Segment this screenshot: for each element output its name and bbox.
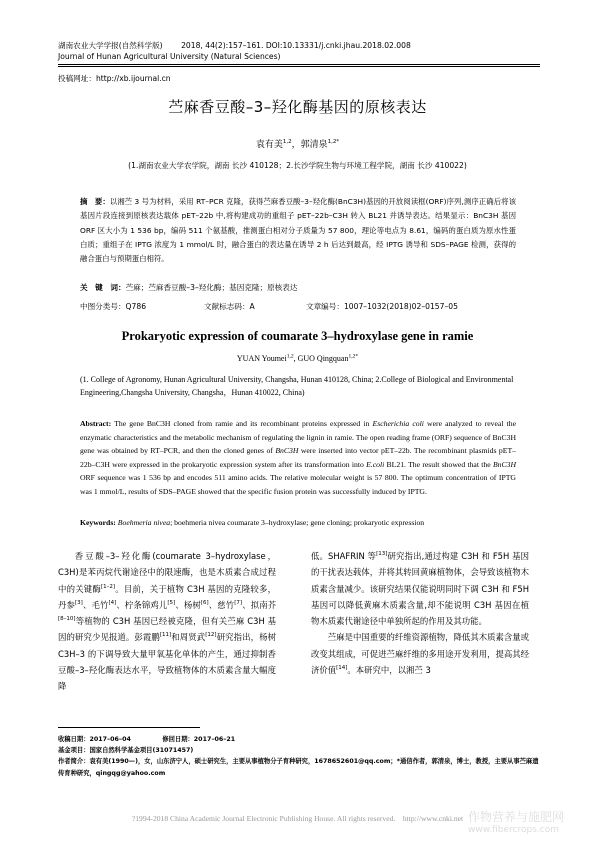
keywords-rest-en: ; boehmeria nivea coumarate 3–hydroxylase; gene cloning; prokaryotic expression [170,518,425,527]
citation-ref[interactable]: [4] [108,600,117,607]
submission-site[interactable]: 投稿网址：http://xb.ijournal.cn [58,74,171,83]
body-text: 香豆酸–3–羟化酶(coumarate 3–hydroxylase，C3H)是苯丙烷代谢途径中的限速酶，也是木质素合成过程中的关键酶 [58,551,276,594]
keywords-cn [80,282,297,293]
affiliation-cn: (1.湖南农业大学农学院，湖南 长沙 410128；2.长沙学院生物与环境工程学院，湖南 长沙 410022) [128,161,467,170]
body-text: 苎麻是中国重要的纤维资源植物，降低其木质素含量或改变其组成，可促进苎麻纤维的多用途开发利用，提高其经济价值 [311,632,529,676]
keywords-en [80,518,424,527]
body-text: 和周贤武 [171,632,206,643]
header-rule-2 [58,66,540,67]
author-2-en: GUO Qingquan [297,354,349,363]
journal-name-cn: 湖南农业大学学报(自然科学版) [58,41,163,50]
authors-cn [0,137,595,150]
author-2-cn: 郭清泉 [300,140,328,150]
body-text: 、慈竹 [208,599,235,610]
footnote-dates: 收稿日期：2017–06–04 修回日期：2017–06–21 [58,736,236,743]
footnote-corresponding: *通信作者，郭清泉，博士，教授，主要从事苎麻遗传育种研究，qingqg@yahoo.com [58,758,539,777]
body-text: 、杨树 [175,599,201,610]
affiliation-en: (1. College of Agronomy, Hunan Agricultural University, Changsha, Hunan 410128, China; 2.College of Biological and Environmental Engineering,Changsha University, Changsha，Hunan 410022, China) [80,375,514,397]
citation-ref[interactable]: [13] [376,551,388,558]
abstract-en-gene: BnC3H [275,446,299,455]
body-text: 等植物的 C3H 基因已经被克隆，但有关苎麻 C3H 基因的研究少见报道。彭霞鹏 [58,616,276,643]
abstract-en-gene: BnC3H [492,459,516,469]
body-text: 、拟南芥 [242,599,277,610]
watermark-text: 作物营养与施肥网 [468,810,565,824]
copyright-line: ?1994-2018 China Academic Journal Electronic Publishing House. All rights reserved. http://www.cnki.net [131,814,464,823]
citation-ref[interactable]: [5] [167,600,176,607]
body-text: 研究指出，杨树 C3H–3 的下调导致大量甲氧基化单体的产生，通过抑制香豆酸–3–羟化酶表达水平，导致植物体的木质素含量大幅度降 [58,632,277,692]
body-paragraph [311,548,529,629]
abstract-en-part: ORF sequence was 1 536 bp and encodes 511 amino acids. The relative molecular weight is 57 800. The optimum concentration of IPTG was 1 mmol/L, results of SDS–PAGE showed that the specific fusion protein was successfully induced by IPTG. [80,473,516,496]
author-sep-en: , [293,354,298,363]
abstract-en-species: Escherichia coli [372,419,424,428]
abstract-cn [80,195,516,266]
footnote-author-text: 作者简介：袁有美(1990—)，女，山东济宁人，硕士研究生，主要从事植物分子育种研究，1678652601@qq.com； [58,758,397,766]
author-2-affil-cn: 1,2* [327,139,340,145]
body-text: 低。SHAFRIN 等 [311,551,377,561]
body-text: 。目前，关于植物 C3H 基因的克隆较多，丹参 [58,583,276,610]
author-1-cn: 袁有美 [255,140,283,150]
abstract-label-en: Abstract: [80,419,112,428]
journal-header [58,40,411,62]
authors-en [0,354,595,363]
citation-doi: 2018, 44(2):157–161. DOI:10.13331/j.cnki.jhau.2018.02.008 [181,41,411,50]
author-1-en: YUAN Youmei [236,354,287,363]
footnote-fund: 基金项目：国家自然科学基金项目(31071457) [58,747,194,755]
body-text: 。本研究中，以湘苎 3 [347,665,431,676]
journal-name-en: Journal of Hunan Agricultural University (Natural Sciences) [58,52,281,61]
footnotes [58,734,544,779]
abstract-en-part: BL21. The result showed that the [384,459,493,469]
header-rule [58,64,540,65]
author-1-affil-en: 1,2 [286,353,294,360]
abstract-text-cn: 以湘苎 3 号为材料，采用 RT–PCR 克隆，获得苎麻香豆酸–3–羟化酶(BnC3H)基因的开放阅读框(ORF)序列,测序正确后将该基因片段连接到原核表达载体 pET–22b 中,将构建成功的重组子 pET–22b–C3H 转入 BL21 并诱导表达。结果显示：BnC3H 基因 ORF 区大小为 1 536 bp，编码 511 个氨基酸，推测蛋白相对分子质量为 57 800，理论等电点为 8.61，编码的蛋白质为原水性蛋白质；重组子在 IPTG 浓度为 1 mmol/L 时，融合蛋白的表达量在诱导 2 h 后达到最高，经 IPTG 诱导和 SDS–PAGE 检测，获得的融合蛋白与预期蛋白相符。 [80,197,516,264]
abstract-en-part: were inserted into vector pET–22b. The recombinant plasmids pET–22b–C3H were expressed in the prokaryotic expression system after its transformation into [80,446,516,469]
body-text: 研究指出,通过构建 C3H 和 F5H 基因的干扰表达载体，并将其转回黄麻植物体，会导致该植物木质素含量减少。该研究结果仅能说明同时下调 C3H 和 F5H 基因可以降低黄麻木质素含量,却不能说明 C3H 基因在植物木质素代谢途径中单独所起的作用及其功能。 [311,551,529,627]
body-text: 、毛竹 [82,599,109,610]
watermark-url: www.fibercrops.com [468,825,559,835]
body-column-left [58,548,276,695]
body-column-right [311,548,529,678]
citation-ref[interactable]: [6] [200,600,209,607]
citation-ref[interactable]: [12] [205,632,217,639]
keywords-label-en: Keywords: [80,518,116,527]
citation-ref[interactable]: [8–10] [58,616,76,623]
abstract-en-part: The gene BnC3H cloned from ramie and its recombinant proteins expressed in [111,419,373,428]
abstract-en-part: were analyzed to reveal the enzymatic characteristics and the metabolic mechanism of regulating the lignin in ramie. The open reading frame (ORF) sequence of BnC3H gene was obtained by RT–PCR, and then the cloned genes of [80,419,516,455]
footnote-author [58,756,544,778]
body-text: 、柠条锦鸡儿 [116,599,168,610]
keywords-label-cn: 关 键 词： [80,283,126,292]
abstract-label-cn: 摘 要： [80,197,110,206]
citation-ref[interactable]: [11] [159,632,172,639]
title-cn: 苎麻香豆酸–3–羟化酶基因的原核表达 [168,98,427,116]
clc-number: 中图分类号：Q786 [80,302,147,311]
body-paragraph [311,629,529,678]
citation-ref[interactable]: [1–2] [101,583,116,590]
abstract-en [80,417,516,498]
keyword-species: Boehmeria nivea [117,518,171,527]
author-1-affil-cn: 1,2 [282,139,292,145]
author-2-affil-en: 1,2* [348,353,359,360]
citation-ref[interactable]: [3] [75,600,83,607]
citation-ref[interactable]: [14] [336,665,348,672]
author-sep-cn: ， [291,140,301,150]
title-en: Prokaryotic expression of coumarate 3–hydroxylase gene in ramie [121,329,474,343]
document-code: 文献标志码：A [204,302,255,311]
citation-ref[interactable]: [7] [234,600,243,607]
footnote-rule [58,727,200,728]
article-number: 文章编号：1007–1032(2018)02–0157–05 [306,302,458,311]
keywords-text-cn: 苎麻；苎麻香豆酸–3–羟化酶；基因克隆；原核表达 [125,283,298,292]
abstract-en-strain: E.coli [366,459,385,469]
